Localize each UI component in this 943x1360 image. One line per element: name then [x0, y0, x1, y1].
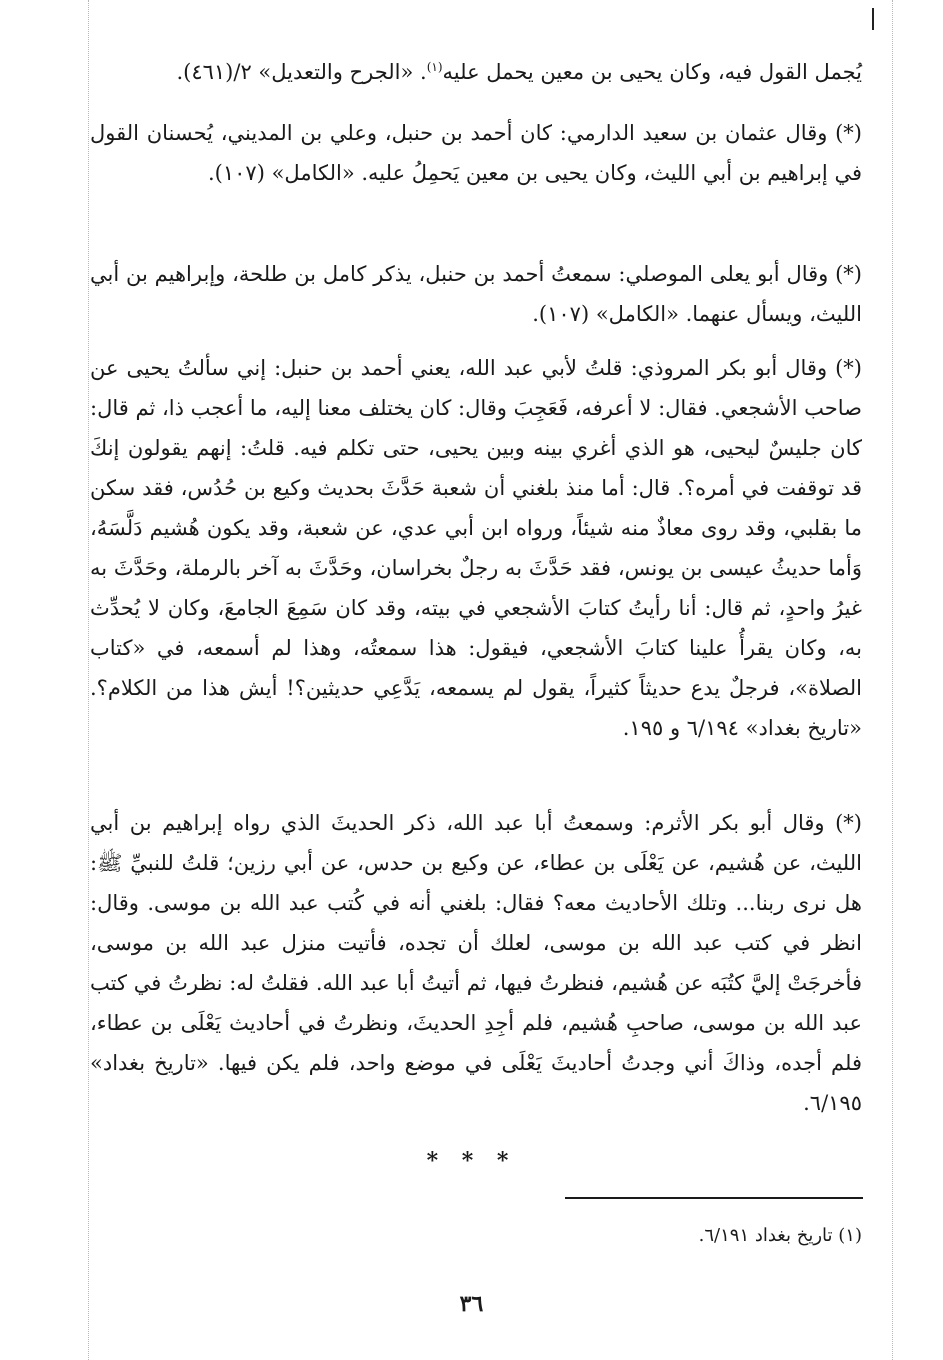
paragraph-darimi: (*) وقال عثمان بن سعيد الدارمي: كان أحمد بن حنبل، وعلي بن المديني، يُحسنان القول في إبراهيم بن أبي الليث، وكان يحيى بن معين يَحمِلُ عليه. «الكامل» (١٠٧). [90, 121, 862, 185]
page-number: ٣٦ [459, 1291, 484, 1317]
footnote: (١) تاريخ بغداد ٦/١٩١. [698, 1225, 862, 1246]
paragraph-marrudhi: (*) وقال أبو بكر المروذي: قلتُ لأبي عبد الله، يعني أحمد بن حنبل: إني سألتُ يحيى عن صاحب الأشجعي. فقال: لا أعرفه، فَعَجِبَ وقال: كان يختلف معنا إليه، ما أعجب ذا، ثم قال: كان جليسٌ ليحيى، هو الذي أغري بينه وبين يحيى، حتى تكلم فيه. قلتُ: إنهم يقولون إنكَ قد توقفت في أمره؟. قال: أما منذ بلغني أن شعبة حَدَّثَ بحديث وكيع بن حُدُس، فقد سكن ما بقلبي، وقد روى معاذٌ منه شيئاً، ورواه ابن أبي عدي، عن شعبة، وقد يكون هُشيم دَلَّسَهُ، وَأما حديثُ عيسى بن يونس، فقد حَدَّثَ به رجلٌ بخراسان، وحَدَّثَ به آخر بالرملة، وحَدَّثَ به غيرُ واحدٍ، ثم قال: أنا رأيتُ كتابَ الأشجعي في بيته، وقد كان سَمِعَ الجامعَ، وكان لا يُحدِّث به، وكان يقرأُ علينا كتابَ الأشجعي، فيقول: هذا سمعتُه، وهذا لم أسمعه، في «كتاب الصلاة»، فرجلٌ يدع حديثاً كثيراً، يقول لم يسمعه، يَدَّعِي حديثين؟! أيش هذا من الكلام؟. «تاريخ بغداد» ٦/١٩٤ و ١٩٥. [90, 356, 862, 740]
intro-tail: . «الجرح والتعديل» ٢/(٤٦١). [176, 60, 427, 84]
footnote-ref: (١) [426, 60, 443, 74]
paragraph-abu-yala: (*) وقال أبو يعلى الموصلي: سمعتُ أحمد بن حنبل، يذكر كامل بن طلحة، وإبراهيم بن أبي الليث، ويسأل عنهما. «الكامل» (١٠٧). [90, 262, 862, 326]
intro-text: يُجمل القول فيه، وكان يحيى بن معين يحمل عليه [442, 60, 862, 84]
footnote-rule [565, 1197, 863, 1199]
intro-line [90, 52, 862, 92]
margin-mark [872, 8, 874, 30]
section-separator: * * * [426, 1148, 517, 1174]
paragraph-athram: (*) وقال أبو بكر الأثرم: وسمعتُ أبا عبد الله، ذكر الحديثَ الذي رواه إبراهيم بن أبي الليث، عن هُشيم، عن يَعْلَى بن عطاء، عن وكيع بن حدس، عن أبي رزين؛ قلتُ للنبيِّ ﷺ: هل نرى ربنا... وتلك الأحاديث معه؟ فقال: بلغني أنه في كُتب عبد الله بن موسى. وقال: انظر في كتب عبد الله بن موسى، لعلك أن تجده، فأتيت منزل عبد الله بن موسى، فأخرجَتْ إليَّ كتُبَه عن هُشيم، فنظرتُ فيها، ثم أتيتُ أبا عبد الله. فقلتُ له: نظرتُ في كتب عبد الله بن موسى، صاحبِ هُشيم، فلم أجِدِ الحديثَ، ونظرتُ في أحاديث يَعْلَى بن عطاء، فلم أجده، وذاكَ أني وجدتُ أحاديثَ يَعْلَى في موضع واحد، فلم يكن فيها. «تاريخ بغداد» ٦/١٩٥. [90, 811, 862, 1115]
